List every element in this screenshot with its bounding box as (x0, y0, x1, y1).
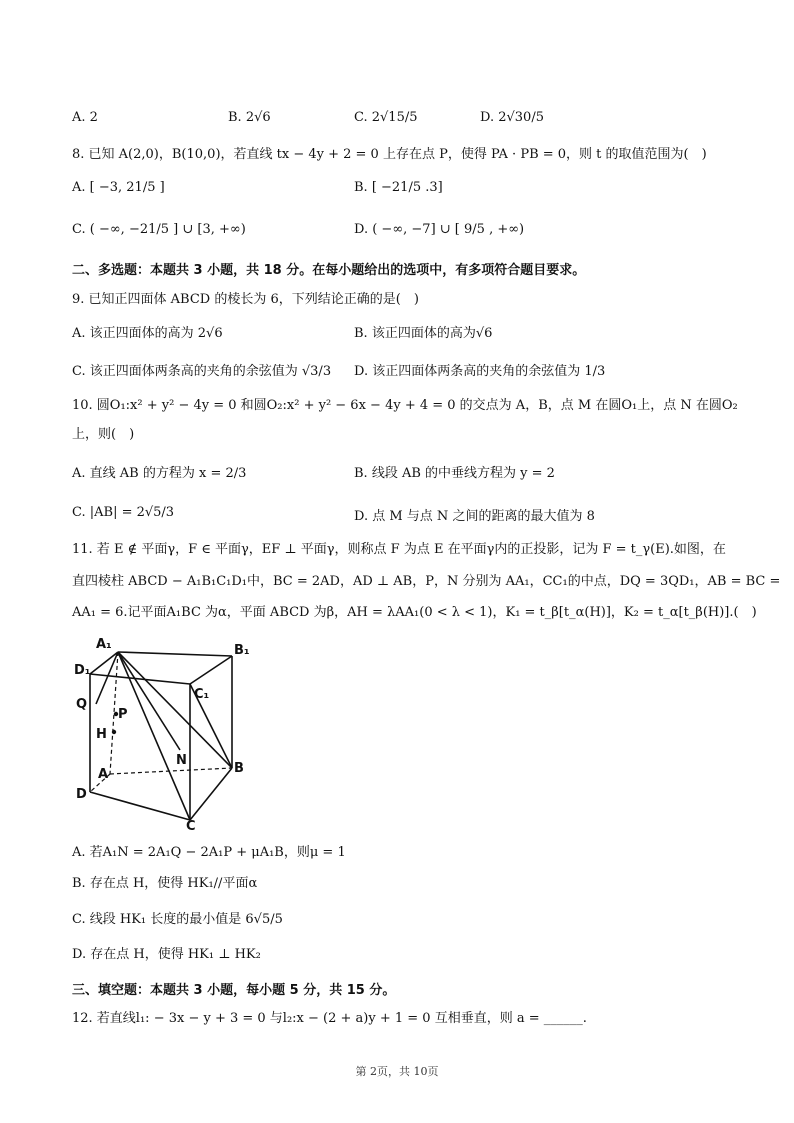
label-p: P (118, 707, 128, 722)
q7-option-a: A. 2 (72, 110, 98, 125)
label-a1: A₁ (96, 637, 112, 652)
section3-title: 三、填空题：本题共 3 小题，每小题 5 分，共 15 分。 (72, 983, 396, 998)
q9-option-b: B. 该正四面体的高为√6 (354, 326, 493, 341)
label-c: C (186, 819, 196, 832)
q10-stem-line1: 10. 圆O₁:x² + y² − 4y = 0 和圆O₂:x² + y² − 6x − 4y + 4 = 0 的交点为 A，B，点 M 在圆O₁上，点 N 在圆O₂ (72, 398, 738, 413)
q9-option-c: C. 该正四面体两条高的夹角的余弦值为 √3/3 (72, 364, 332, 379)
label-b1: B₁ (234, 643, 250, 658)
label-d: D (76, 787, 87, 802)
q11-option-c: C. 线段 HK₁ 长度的最小值是 6√5/5 (72, 912, 283, 927)
q7-option-b: B. 2√6 (228, 110, 271, 125)
q10-option-d: D. 点 M 与点 N 之间的距离的最大值为 8 (354, 509, 595, 524)
label-b: B (234, 761, 244, 776)
point-h-dot (112, 730, 116, 734)
q10-option-b: B. 线段 AB 的中垂线方程为 y = 2 (354, 466, 555, 481)
q10-option-a: A. 直线 AB 的方程为 x = 2/3 (72, 466, 247, 481)
label-d1: D₁ (74, 663, 91, 678)
q12-stem: 12. 若直线l₁: − 3x − y + 3 = 0 与l₂:x − (2 + a)y + 1 = 0 互相垂直，则 a = ______. (72, 1011, 587, 1026)
page-footer: 第 2页，共 10页 (355, 1065, 439, 1078)
q8-option-d: D. ( −∞, −7] ∪ [ 9/5 , +∞) (354, 222, 525, 237)
q11-option-b: B. 存在点 H，使得 HK₁//平面α (72, 876, 258, 891)
q9-option-d: D. 该正四面体两条高的夹角的余弦值为 1/3 (354, 364, 606, 379)
label-a: A (98, 767, 109, 782)
section2-title: 二、多选题：本题共 3 小题，共 18 分。在每小题给出的选项中，有多项符合题目要求。 (72, 263, 586, 278)
q10-stem-line2: 上，则( ) (72, 427, 135, 442)
q8-stem: 8. 已知 A(2,0)，B(10,0)，若直线 tx − 4y + 2 = 0 上存在点 P，使得 PA · PB = 0，则 t 的取值范围为( ) (72, 147, 707, 162)
q11-stem-line1: 11. 若 E ∉ 平面γ，F ∈ 平面γ，EF ⊥ 平面γ，则称点 F 为点 E 在平面γ内的正投影，记为 F = t_γ(E).如图，在 (72, 542, 726, 557)
q8-option-c: C. ( −∞, −21/5 ] ∪ [3, +∞) (72, 222, 246, 237)
label-h: H (96, 727, 107, 742)
label-q: Q (76, 697, 88, 712)
q9-stem: 9. 已知正四面体 ABCD 的棱长为 6，下列结论正确的是( ) (72, 292, 419, 307)
label-c1: C₁ (194, 687, 210, 702)
q11-stem-line2: 直四棱柱 ABCD − A₁B₁C₁D₁中，BC = 2AD，AD ⊥ AB，P，N 分别为 AA₁，CC₁的中点，DQ = 3QD₁，AB = BC = (72, 574, 781, 589)
prism-figure (72, 632, 250, 832)
q11-option-a: A. 若A₁N = 2A₁Q − 2A₁P + μA₁B，则μ = 1 (72, 845, 346, 860)
q11-option-d: D. 存在点 H，使得 HK₁ ⊥ HK₂ (72, 947, 261, 962)
q9-option-a: A. 该正四面体的高为 2√6 (72, 326, 223, 341)
q8-option-a: A. [ −3, 21/5 ] (72, 180, 165, 195)
q11-stem-line3: AA₁ = 6.记平面A₁BC 为α，平面 ABCD 为β，AH = λAA₁(0 < λ < 1)，K₁ = t_β[t_α(H)]，K₂ = t_α[t_β(H)].( ) (72, 605, 757, 620)
q10-option-c: C. |AB| = 2√5/3 (72, 505, 175, 520)
q7-option-c: C. 2√15/5 (354, 110, 418, 125)
label-n: N (176, 753, 187, 768)
q7-option-d: D. 2√30/5 (480, 110, 544, 125)
q8-option-b: B. [ −21/5 .3] (354, 180, 443, 195)
